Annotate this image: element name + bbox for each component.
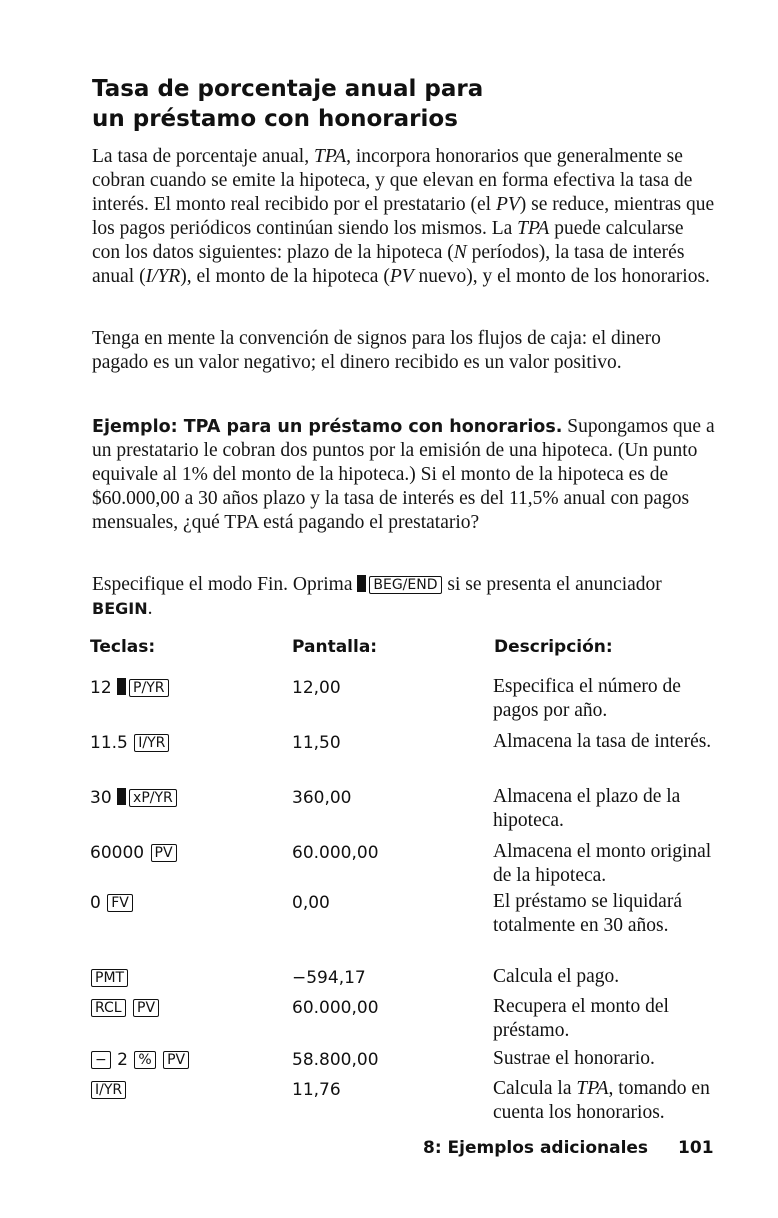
row-description: Almacena el monto original de la hipoteca. [493,841,712,886]
fin-mode-text: . [147,598,153,619]
intro-text: puede calcularse con los datos siguientes: plazo de la hipoteca ( [92,218,684,263]
shift-key-icon [357,575,366,592]
row-description: Sustrae el honorario. [493,1048,655,1069]
fin-mode-paragraph [92,573,716,621]
description-header: Descripción: [494,637,613,657]
keystrokes [90,731,170,755]
keystrokes [90,676,170,700]
display-value: 60.000,00 [292,843,379,863]
key-number: 30 [90,788,112,808]
intro-tpa: TPA [313,146,347,167]
sign-convention-paragraph: Tenga en mente la convención de signos para los flujos de caja: el dinero pagado es un valor negativo; el dinero recibido es un valor positivo. [92,328,661,373]
intro-text: ) se reduce, mientras que los pagos periódicos continúan siendo los mismos. La [92,194,715,239]
display-value: 58.800,00 [292,1050,379,1070]
keystrokes [90,891,134,915]
section-title-line1: Tasa de porcentaje anual para [92,76,484,102]
row-description: Calcula el pago. [493,966,620,987]
row-description: Recupera el monto del préstamo. [493,996,669,1041]
intro-text: nuevo), y el monto de los honorarios. [413,266,710,287]
intro-iyr: I/YR [145,266,181,287]
i-yr-key: I/YR [91,1081,126,1099]
keystrokes [90,1048,190,1072]
description-tpa: TPA [576,1078,609,1099]
chapter-title: 8: Ejemplos adicionales [423,1138,649,1158]
keystrokes [90,966,129,990]
intro-text: , incorpora honorarios que generalmente se cobran cuando se emite la hipoteca, y que elevan en forma efectiva la tasa de interés. El monto real recibido por el prestatario (el [92,146,693,215]
key-number: 11.5 [90,733,128,753]
percent-key: % [134,1051,155,1069]
display-value: 360,00 [292,788,352,808]
section-title [92,74,483,134]
display-header: Pantalla: [292,637,378,657]
display-value: 11,50 [292,733,341,753]
example-text: Supongamos que a un prestatario le cobran dos puntos por la emisión de una hipoteca. (Un punto equivale al 1% del monto de la hipoteca.) Si el monto de la hipoteca es de $60.000,00 a 30 años plazo y la tasa de interés es del 11,5% anual con pagos mensuales, ¿qué TPA está pagando el prestatario? [92,416,715,533]
display-value: 11,76 [292,1080,341,1100]
keystrokes [90,1078,127,1102]
keystrokes [90,786,178,810]
row-description: Almacena la tasa de interés. [493,731,712,752]
display-value: 12,00 [292,678,341,698]
key-number: 2 [117,1050,128,1070]
intro-text: ), el monto de la hipoteca ( [180,266,390,287]
intro-pv: PV [389,266,414,287]
display-value: 60.000,00 [292,998,379,1018]
shift-key-icon [117,678,126,695]
display-value: 0,00 [292,893,330,913]
keystrokes [90,996,160,1020]
page-footer [423,1138,714,1158]
x-p-yr-key: xP/YR [129,789,177,807]
pv-key: PV [133,999,159,1017]
intro-pv: PV [495,194,520,215]
key-number: 12 [90,678,112,698]
section-title-line2: un préstamo con honorarios [92,106,458,132]
pv-key: PV [163,1051,189,1069]
fin-mode-text: Especifique el modo Fin. Oprima [92,574,358,595]
intro-tpa: TPA [517,218,550,239]
key-number: 60000 [90,843,145,863]
intro-paragraph [92,145,716,289]
intro-text: La tasa de porcentaje anual, [92,146,314,167]
shift-key-icon [117,788,126,805]
begin-annunciator: BEGIN [92,599,148,618]
row-description [493,1077,723,1125]
description-text: Calcula la [493,1078,577,1099]
beg-end-key: BEG/END [369,576,441,594]
page-number: 101 [678,1138,714,1158]
intro-n: N [453,242,467,263]
minus-key: − [91,1051,111,1069]
rcl-key: RCL [91,999,126,1017]
pmt-key: PMT [91,969,128,987]
row-description: Especifica el número de pagos por año. [493,676,681,721]
pv-key: PV [151,844,177,862]
description-text: , tomando en cuenta los honorarios. [493,1078,710,1123]
fin-mode-text: si se presenta el anunciador [442,574,662,595]
fv-key: FV [107,894,133,912]
keys-header: Teclas: [90,637,156,657]
intro-text: períodos), la tasa de interés anual ( [92,242,685,287]
display-value: −594,17 [292,968,366,988]
i-yr-key: I/YR [134,734,169,752]
example-paragraph [92,415,716,535]
example-label: Ejemplo: TPA para un préstamo con honorarios. [92,417,563,437]
row-description: El préstamo se liquidará totalmente en 30 años. [493,891,682,936]
keystrokes [90,841,178,865]
key-number: 0 [90,893,101,913]
p-yr-key: P/YR [129,679,168,697]
row-description: Almacena el plazo de la hipoteca. [493,786,681,831]
